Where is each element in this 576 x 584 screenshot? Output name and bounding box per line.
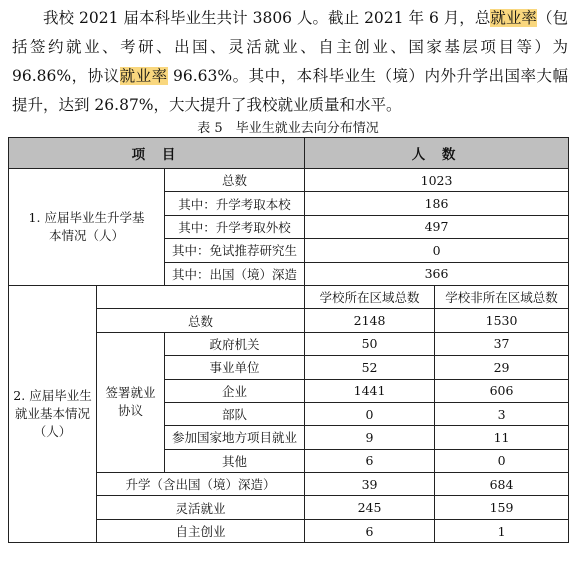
row-value-out: 11: [435, 426, 569, 449]
row-value-in: 6: [305, 519, 435, 542]
header-item: 项 目: [9, 138, 305, 169]
row-value-out: 37: [435, 332, 569, 355]
row-value-out: 29: [435, 356, 569, 379]
row-value-out: 1530: [435, 309, 569, 332]
section2-label: 2. 应届毕业生就业基本情况（人）: [9, 285, 97, 542]
row-label: 自主创业: [97, 519, 305, 542]
table-header-row: [9, 138, 569, 169]
row-label: 其中：升学考取外校: [165, 215, 305, 238]
table-row: [9, 169, 569, 192]
row-label: 部队: [165, 402, 305, 425]
row-label: 灵活就业: [97, 496, 305, 519]
table-caption: 表 5 毕业生就业去向分布情况: [197, 121, 379, 136]
row-value-in: 245: [305, 496, 435, 519]
row-label: 政府机关: [165, 332, 305, 355]
para-text-3: 96.63%。其中，本科毕业生（境）内外升学出国率大幅提升，达到 26.87%，大大提升了我校就业质量和水平。: [12, 67, 568, 114]
col-header-in-region: 学校所在区域总数: [305, 285, 435, 308]
row-label: 总数: [165, 169, 305, 192]
row-value-out: 159: [435, 496, 569, 519]
row-label: 总数: [97, 309, 305, 332]
blank-cell: [97, 285, 305, 308]
row-label: 其中：升学考取本校: [165, 192, 305, 215]
row-value: 0: [305, 239, 569, 262]
row-value-in: 9: [305, 426, 435, 449]
table-row: [9, 285, 569, 308]
para-text-2: （包括签约就业、考研、出国、灵活就业、自主创业、国家基层项目等）为 96.86%，协议: [12, 9, 568, 85]
row-value-out: 1: [435, 519, 569, 542]
row-value-in: 2148: [305, 309, 435, 332]
highlight-employment-rate: 就业率: [490, 9, 537, 27]
row-label: 升学（含出国（境）深造）: [97, 473, 305, 496]
row-value: 1023: [305, 169, 569, 192]
row-value-in: 52: [305, 356, 435, 379]
row-value: 366: [305, 262, 569, 285]
intro-paragraph: [12, 4, 568, 120]
para-text-1: 我校 2021 届本科毕业生共计 3806 人。截止 2021 年 6 月，总: [43, 9, 491, 27]
header-count: 人 数: [305, 138, 569, 169]
row-label: 其中：出国（境）深造: [165, 262, 305, 285]
row-value-out: 0: [435, 449, 569, 472]
row-value-out: 3: [435, 402, 569, 425]
col-header-out-region: 学校非所在区域总数: [435, 285, 569, 308]
row-value: 186: [305, 192, 569, 215]
row-value-in: 39: [305, 473, 435, 496]
employment-table: [8, 137, 569, 543]
row-value-in: 1441: [305, 379, 435, 402]
sign-agreement-label: 签署就业协议: [97, 332, 165, 472]
row-value-in: 50: [305, 332, 435, 355]
row-label: 事业单位: [165, 356, 305, 379]
row-value-in: 6: [305, 449, 435, 472]
row-label: 其中：免试推荐研究生: [165, 239, 305, 262]
row-label: 其他: [165, 449, 305, 472]
row-value-out: 606: [435, 379, 569, 402]
row-value-out: 684: [435, 473, 569, 496]
row-value: 497: [305, 215, 569, 238]
row-label: 参加国家地方项目就业: [165, 426, 305, 449]
section1-label: 1. 应届毕业生升学基本情况（人）: [9, 169, 165, 286]
row-label: 企业: [165, 379, 305, 402]
row-value-in: 0: [305, 402, 435, 425]
highlight-agreement-rate: 就业率: [119, 67, 168, 85]
